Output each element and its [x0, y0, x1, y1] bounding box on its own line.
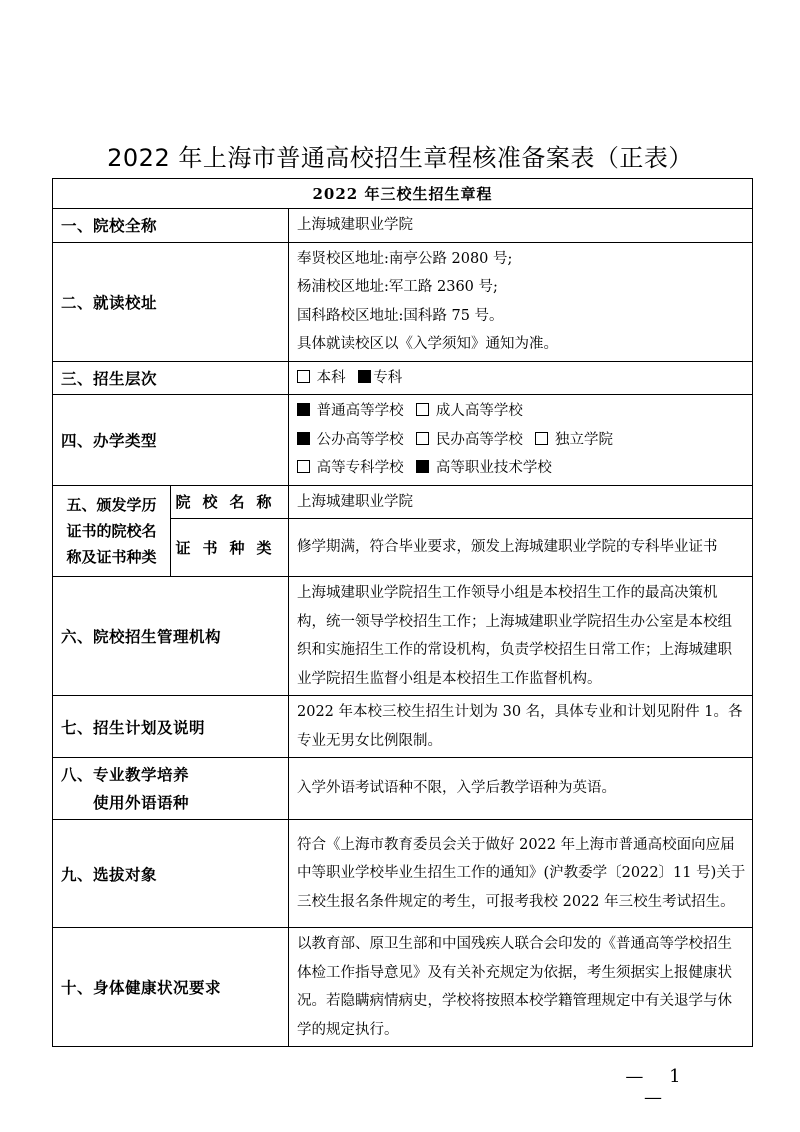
campus-address-line: 国科路校区地址:国科路 75 号。: [297, 307, 504, 324]
type-option-adult: [416, 403, 523, 419]
option-label: 高等专科学校: [316, 460, 404, 476]
row-label-campus-address: 二、就读校址: [53, 242, 289, 361]
table-caption: 2022 年三校生招生章程: [53, 179, 753, 209]
row-label-school-type: 四、办学类型: [53, 395, 289, 486]
option-label: 本科: [316, 369, 346, 386]
option-label: 专科: [373, 369, 403, 386]
row-label-certificate: [53, 485, 171, 577]
row-label-admission-office: 六、院校招生管理机构: [53, 577, 289, 696]
health-requirements-value: 以教育部、原卫生部和中国残疾人联合会印发的《普通高等学校招生体检工作指导意见》及有关补充规定为依据，考生须据实上报健康状况。若隐瞒病情病史，学校将按照本校学籍管理规定中有关退学与休学的规定执行。: [289, 928, 753, 1047]
option-label: 普通高等学校: [316, 403, 404, 419]
eligibility-value: 符合《上海市教育委员会关于做好 2022 年上海市普通高校面向应届中等职业学校毕业生招生工作的通知》(沪教委学〔2022〕11 号)关于三校生报名条件规定的考生，可报考我校 2022 年三校生考试招生。: [289, 820, 753, 928]
checkbox-checked-icon: [297, 432, 310, 445]
row-label-enrollment-plan: 七、招生计划及说明: [53, 696, 289, 758]
type-option-regular: [297, 403, 404, 419]
page-title: 2022 年上海市普通高校招生章程核准备案表（正表）: [107, 144, 693, 172]
label-line: 使用外语语种: [93, 792, 190, 812]
level-option-bachelor: [297, 370, 346, 386]
page-number: — 1 —: [625, 1066, 691, 1108]
sub-label-institution-name: 院校名称: [171, 485, 289, 519]
campus-address-value: [289, 242, 753, 361]
school-name-value: 上海城建职业学院: [289, 209, 753, 243]
row-label-school-name: 一、院校全称: [53, 209, 289, 243]
type-option-public: [297, 432, 404, 448]
checkbox-icon: [297, 460, 310, 473]
row-label-eligibility: 九、选拔对象: [53, 820, 289, 928]
option-label: 公办高等学校: [316, 431, 404, 448]
campus-address-line: 具体就读校区以《入学须知》通知为准。: [297, 336, 558, 352]
row-label-level: 三、招生层次: [53, 361, 289, 395]
label-line: 八、专业教学培养: [61, 764, 190, 784]
row-label-foreign-language: [53, 758, 289, 820]
type-option-independent: [535, 432, 613, 448]
checkbox-icon: [297, 370, 310, 383]
checkbox-checked-icon: [416, 460, 429, 473]
level-options: [289, 361, 753, 395]
campus-address-line: 奉贤校区地址:南亭公路 2080 号;: [297, 250, 513, 267]
row-label-health-requirements: 十、身体健康状况要求: [53, 928, 289, 1047]
foreign-language-value: 入学外语考试语种不限，入学后教学语种为英语。: [289, 758, 753, 820]
option-label: 高等职业技术学校: [435, 460, 552, 476]
checkbox-icon: [416, 403, 429, 416]
checkbox-checked-icon: [297, 403, 310, 416]
admission-office-value: 上海城建职业学院招生工作领导小组是本校招生工作的最高决策机构，统一领导学校招生工作；上海城建职业学院招生办公室是本校组织和实施招生工作的常设机构，负责学校招生日常工作；上海城建职业学院招生监督小组是本校招生工作监督机构。: [289, 577, 753, 696]
enrollment-plan-value: 2022 年本校三校生招生计划为 30 名，具体专业和计划见附件 1。各专业无男女比例限制。: [289, 696, 753, 758]
institution-name-value: 上海城建职业学院: [289, 485, 753, 519]
option-label: 成人高等学校: [435, 403, 523, 419]
option-label: 民办高等学校: [435, 431, 523, 448]
type-option-vocational: [416, 460, 552, 476]
label-line: 证书的院校名: [66, 521, 157, 540]
registration-table: [52, 178, 753, 1047]
school-type-options: [289, 395, 753, 486]
type-option-college: [297, 460, 404, 476]
type-option-private: [416, 432, 523, 448]
sub-label-certificate-type: 证书种类: [171, 519, 289, 577]
certificate-type-value: 修学期满，符合毕业要求，颁发上海城建职业学院的专科毕业证书: [289, 519, 753, 577]
option-label: 独立学院: [555, 431, 614, 448]
level-option-associate: [358, 370, 402, 386]
label-line: 五、颁发学历: [66, 495, 157, 514]
checkbox-icon: [535, 432, 548, 445]
campus-address-line: 杨浦校区地址:军工路 2360 号;: [297, 279, 498, 295]
checkbox-icon: [416, 432, 429, 445]
label-line: 称及证书种类: [66, 547, 157, 566]
checkbox-checked-icon: [358, 370, 371, 383]
